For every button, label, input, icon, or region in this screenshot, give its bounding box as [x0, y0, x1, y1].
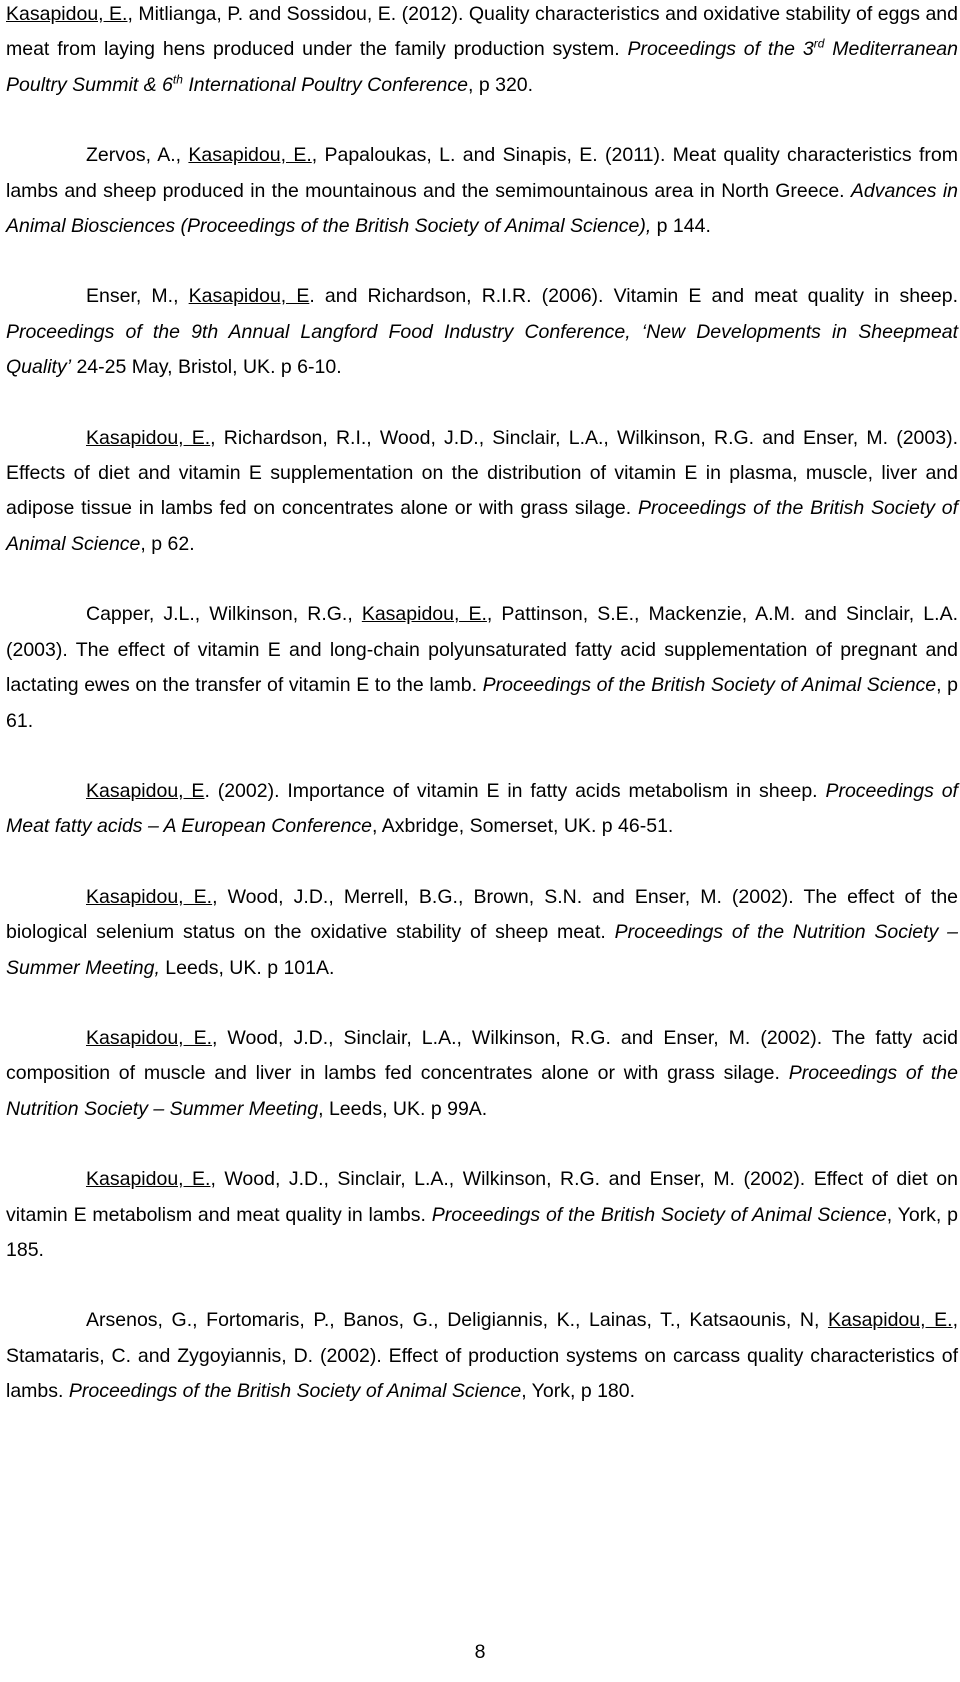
- publication-title: Proceedings of Meat fatty acids – A European Conference: [6, 779, 958, 838]
- publication-title: Proceedings of the 9th Annual Langford Food Industry Conference, ‘New Developments in Sheepmeat Quality’: [6, 320, 958, 379]
- author-name-underlined: Kasapidou, E.: [827, 1309, 953, 1332]
- reference-text: , p 320.: [468, 73, 534, 96]
- reference-entry: [6, 138, 958, 244]
- publication-title: Proceedings of the British Society of Animal Science: [431, 1203, 887, 1226]
- publication-title: Proceedings of the Nutrition Society – Summer Meeting,: [6, 921, 958, 979]
- author-name-underlined: Kasapidou, E: [188, 285, 310, 308]
- reference-text: , Pattinson, S.E., Mackenzie, A.M. and Sinclair, L.A. (2003). The effect of vitamin E and long-chain polyunsaturated fatty acid supplementation of pregnant and lactating ewes on the transfer of vitamin E to the lamb.: [6, 603, 958, 697]
- reference-text: , Richardson, R.I., Wood, J.D., Sinclair, L.A., Wilkinson, R.G. and Enser, M. (2003). Effects of diet and vitamin E supplementation on the distribution of vitamin E in plasma, muscle, liver and adipose tissue in lambs fed on concentrates alone or with grass silage.: [6, 426, 958, 520]
- reference-entry: [6, 1303, 958, 1409]
- author-name-underlined: Kasapidou, E.: [86, 426, 211, 449]
- reference-text: , Axbridge, Somerset, UK. p 46-51.: [372, 815, 674, 838]
- publication-title: Mediterranean Poultry Summit & 6: [6, 38, 958, 96]
- reference-entry: [6, 279, 958, 385]
- author-name-underlined: Kasapidou, E.: [86, 1168, 211, 1191]
- reference-text: , p 62.: [140, 532, 195, 555]
- ordinal-suffix: th: [172, 72, 183, 87]
- reference-text: Leeds, UK. p 101A.: [159, 956, 335, 979]
- reference-text: , Mitlianga, P. and Sossidou, E. (2012). Quality characteristics and oxidative stability of eggs and meat from laying hens produced under the family production system.: [6, 3, 959, 61]
- publication-title: Proceedings of the British Society of Animal Science: [68, 1380, 522, 1403]
- author-name-underlined: Kasapidou, E.: [361, 603, 487, 626]
- reference-entry: [6, 1162, 958, 1268]
- author-name-underlined: Kasapidou, E.: [86, 885, 213, 908]
- reference-text: , Wood, J.D., Sinclair, L.A., Wilkinson, R.G. and Enser, M. (2002). The fatty acid composition of muscle and liver in lambs fed concentrates alone or with grass silage.: [6, 1026, 958, 1085]
- reference-text: . and Richardson, R.I.R. (2006). Vitamin E and meat quality in sheep.: [309, 285, 959, 308]
- reference-text: Enser, M.,: [86, 285, 189, 308]
- reference-text: , Wood, J.D., Sinclair, L.A., Wilkinson, R.G. and Enser, M. (2002). Effect of diet on vitamin E metabolism and meat quality in lambs.: [6, 1168, 958, 1226]
- reference-list: [6, 0, 958, 1410]
- reference-text: , Wood, J.D., Merrell, B.G., Brown, S.N. and Enser, M. (2002). The effect of the biological selenium status on the oxidative stability of sheep meat.: [6, 885, 959, 944]
- page-number: 8: [474, 1641, 486, 1663]
- author-name-underlined: Kasapidou, E.: [188, 144, 312, 167]
- publication-title: Advances in Animal Biosciences (Proceedings of the British Society of Animal Science),: [6, 179, 959, 238]
- reference-entry: [6, 1021, 958, 1127]
- author-name-underlined: Kasapidou, E.: [6, 3, 128, 25]
- reference-text: . (2002). Importance of vitamin E in fatty acids metabolism in sheep.: [204, 779, 826, 802]
- reference-entry: [6, 597, 958, 739]
- reference-text: , York, p 185.: [6, 1203, 958, 1261]
- publication-title: Proceedings of the 3: [627, 38, 814, 61]
- publication-title: Proceedings of the British Society of Animal Science: [6, 497, 958, 555]
- ordinal-suffix: rd: [813, 36, 825, 51]
- author-name-underlined: Kasapidou, E: [86, 779, 205, 802]
- publication-title: Proceedings of the Nutrition Society – Summer Meeting: [6, 1062, 958, 1120]
- reference-entry: [6, 421, 958, 563]
- reference-text: , Stamataris, C. and Zygoyiannis, D. (2002). Effect of production systems on carcass quality characteristics of lambs.: [6, 1309, 958, 1403]
- reference-text: Capper, J.L., Wilkinson, R.G.,: [86, 603, 362, 626]
- reference-text: , p 61.: [6, 674, 958, 732]
- reference-text: Arsenos, G., Fortomaris, P., Banos, G., Deligiannis, K., Lainas, T., Katsaounis, N,: [86, 1309, 828, 1332]
- reference-text: p 144.: [651, 215, 711, 238]
- reference-text: , Papaloukas, L. and Sinapis, E. (2011). Meat quality characteristics from lambs and sheep produced in the mountainous and the semimountainous area in North Greece.: [6, 144, 958, 202]
- reference-entry: [6, 0, 958, 103]
- publication-title: International Poultry Conference: [182, 73, 468, 96]
- reference-entry: [6, 880, 958, 986]
- reference-text: , York, p 180.: [521, 1380, 636, 1403]
- reference-text: , Leeds, UK. p 99A.: [318, 1097, 488, 1120]
- reference-text: 24-25 May, Bristol, UK. p 6-10.: [71, 356, 342, 379]
- publication-title: Proceedings of the British Society of Animal Science: [482, 674, 937, 697]
- reference-entry: [6, 774, 958, 845]
- author-name-underlined: Kasapidou, E.: [86, 1026, 213, 1049]
- reference-text: Zervos, A.,: [86, 144, 189, 167]
